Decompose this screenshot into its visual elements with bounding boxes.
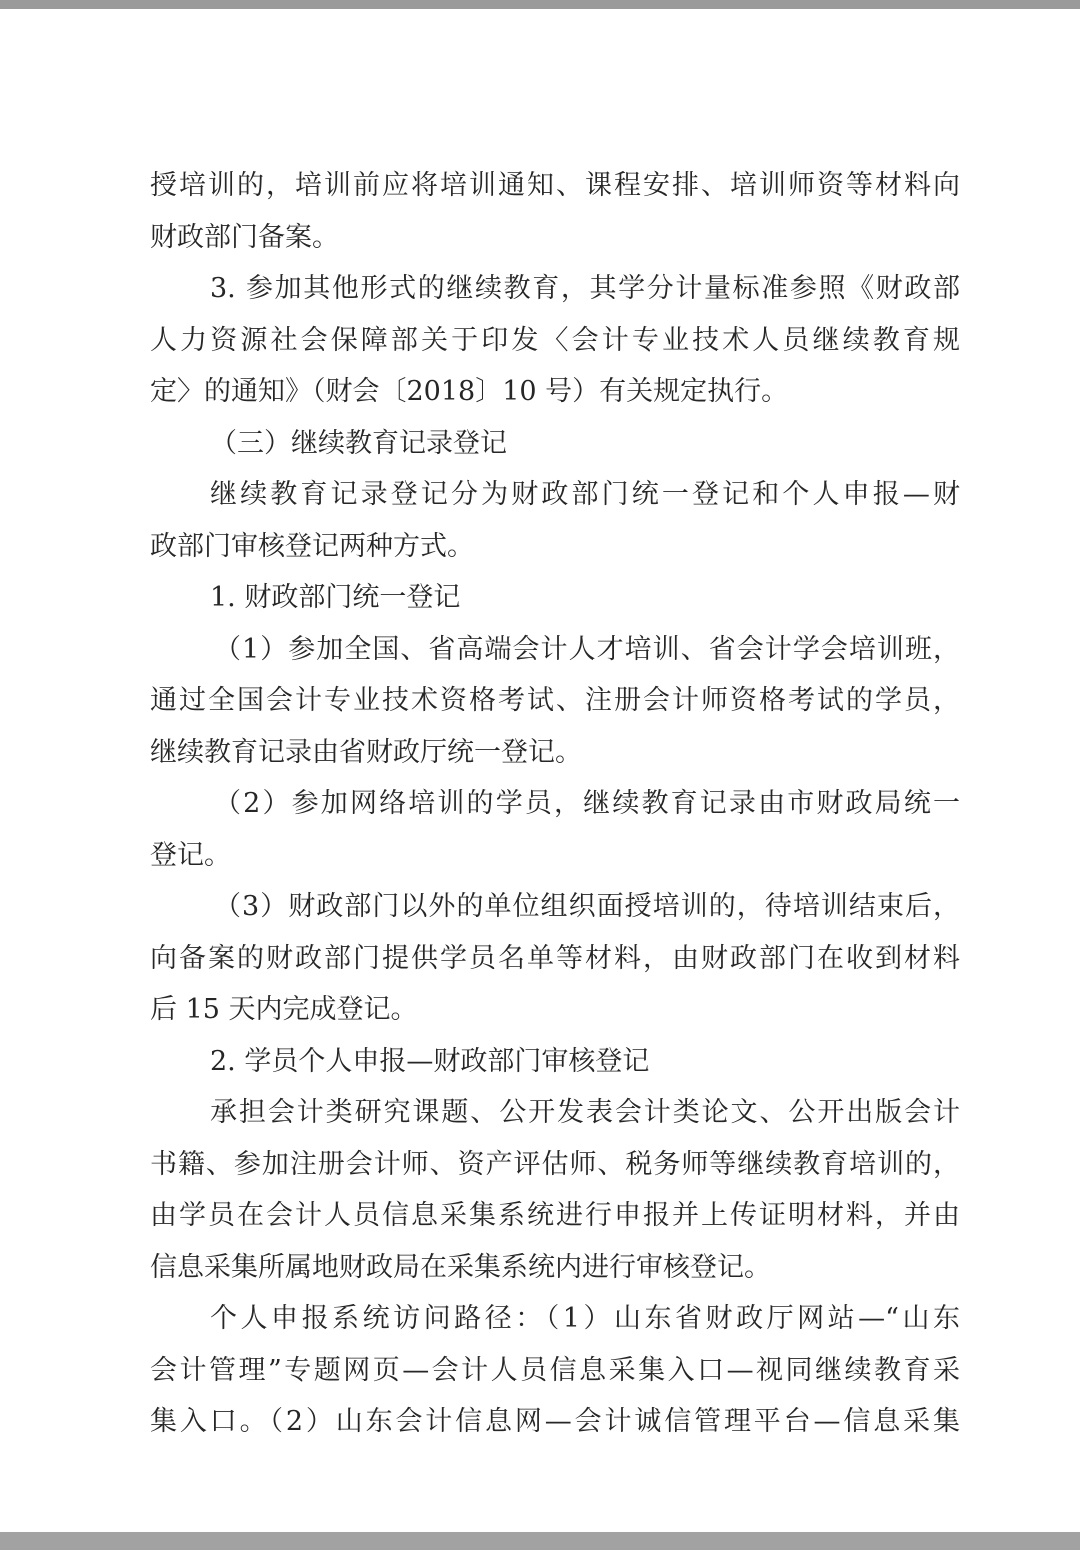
subsection-heading: 1. 财政部门统一登记 [210, 582, 461, 613]
text-line: 后 15 天内完成登记。 [150, 994, 418, 1025]
text-line: 登记。 [150, 839, 231, 871]
text-line: （1）参加全国、省高端会计人才培训、省会计学会培训班， [214, 633, 960, 665]
text-line: 继续教育记录由省财政厅统一登记。 [150, 736, 582, 768]
text-line: （2）参加网络培训的学员，继续教育记录由市财政局统一 [214, 788, 960, 819]
document-body [150, 160, 960, 1448]
subsection-heading: 2. 学员个人申报—财政部门审核登记 [210, 1045, 650, 1077]
text-line: 政部门审核登记两种方式。 [150, 530, 474, 562]
text-line: 信息采集所属地财政局在采集系统内进行审核登记。 [150, 1251, 771, 1283]
text-line: 继续教育记录登记分为财政部门统一登记和个人申报—财 [210, 479, 960, 510]
text-line: 财政部门备案。 [150, 221, 339, 253]
scan-bottom-edge [0, 1532, 1080, 1550]
text-line: （3）财政部门以外的单位组织面授培训的，待培训结束后， [214, 891, 960, 922]
text-line: 集入口。（2）山东会计信息网—会计诚信管理平台—信息采集 [150, 1406, 960, 1437]
text-line: 人力资源社会保障部关于印发〈会计专业技术人员继续教育规 [150, 324, 960, 356]
text-line: 通过全国会计专业技术资格考试、注册会计师资格考试的学员， [150, 685, 960, 716]
text-line: 个人申报系统访问路径：（1）山东省财政厅网站—“山东 [210, 1303, 960, 1334]
section-heading: （三）继续教育记录登记 [210, 427, 507, 459]
text-line: 向备案的财政部门提供学员名单等材料，由财政部门在收到材料 [150, 942, 960, 974]
text-line: 3. 参加其他形式的继续教育，其学分计量标准参照《财政部 [210, 273, 960, 304]
text-line: 书籍、参加注册会计师、资产评估师、税务师等继续教育培训的， [150, 1148, 960, 1180]
text-line: 由学员在会计人员信息采集系统进行申报并上传证明材料，并由 [150, 1200, 960, 1231]
text-line: 承担会计类研究课题、公开发表会计类论文、公开出版会计 [210, 1097, 960, 1128]
text-line: 定〉的通知》（财会〔2018〕10 号）有关规定执行。 [150, 376, 789, 407]
scan-top-edge [0, 0, 1080, 9]
text-line: 会计管理”专题网页—会计人员信息采集入口—视同继续教育采 [150, 1354, 960, 1386]
text-line: 授培训的，培训前应将培训通知、课程安排、培训师资等材料向 [150, 170, 960, 201]
